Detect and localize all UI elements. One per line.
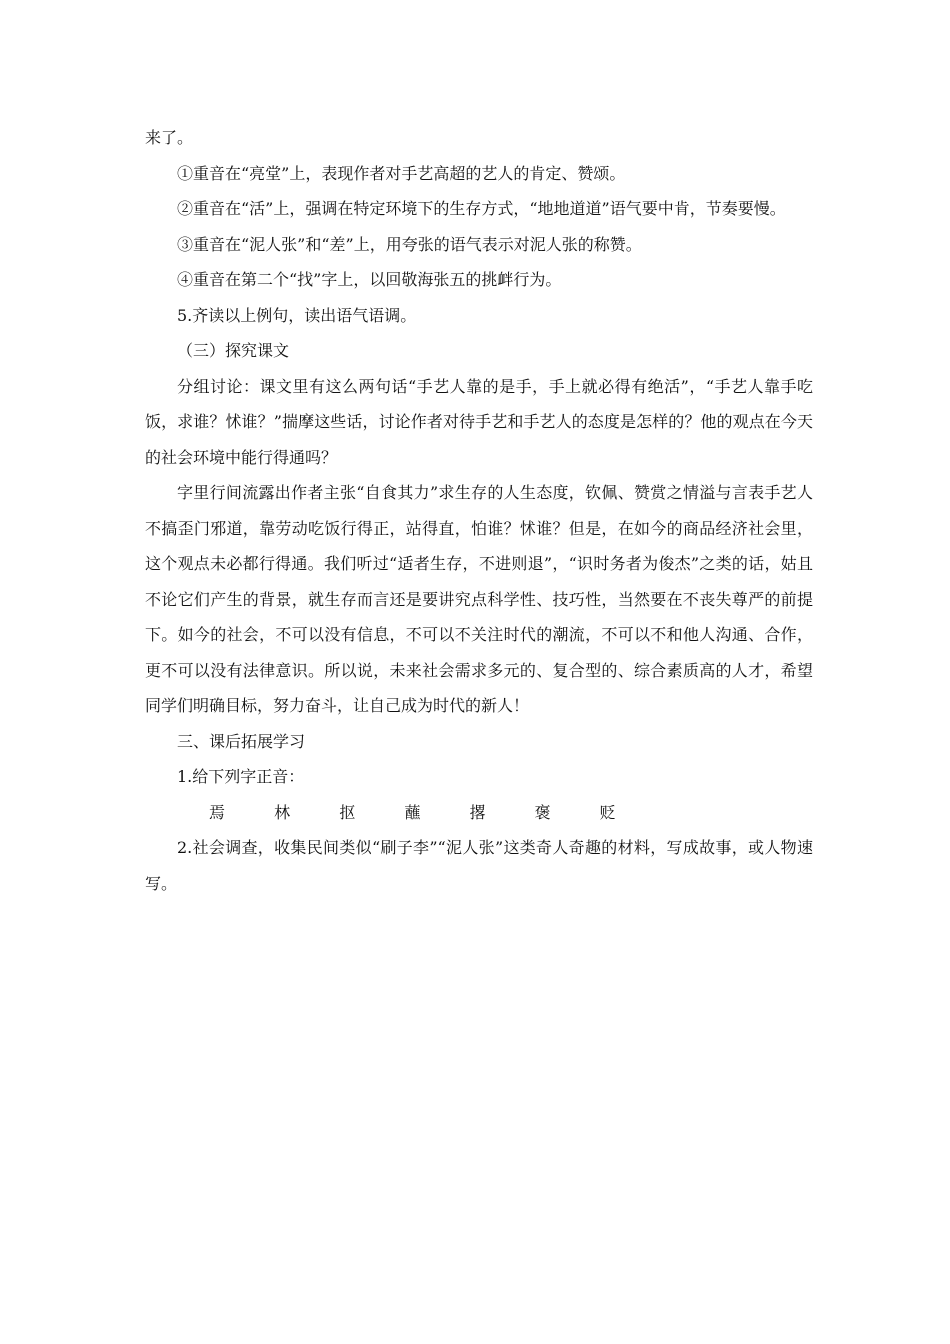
paragraph-stress-3: ③重音在“泥人张”和“差”上，用夸张的语气表示对泥人张的称赞。 bbox=[177, 234, 642, 254]
character-item: 褒 bbox=[534, 802, 551, 822]
paragraph-stress-1: ①重音在“亮堂”上，表现作者对手艺高超的艺人的肯定、赞颂。 bbox=[177, 163, 626, 183]
paragraph-stress-2: ②重音在“活”上，强调在特定环境下的生存方式，“地地道道”语气要中肯，节奏要慢。 bbox=[177, 199, 786, 218]
character-item: 焉 bbox=[209, 802, 226, 822]
character-item: 林 bbox=[274, 802, 291, 822]
character-list bbox=[145, 795, 813, 831]
section-heading-explore: （三）探究课文 bbox=[177, 341, 290, 360]
character-item: 蘸 bbox=[404, 802, 421, 822]
character-item: 抠 bbox=[339, 802, 356, 822]
paragraph-discussion: 分组讨论：课文里有这么两句话“手艺人靠的是手，手上就必得有绝活”，“手艺人靠手吃饭，求谁？怵谁？”揣摩这些话，讨论作者对待手艺和手艺人的态度是怎样的？他的观点在今天的社会环境中能行得通吗？ bbox=[145, 376, 813, 467]
character-item: 撂 bbox=[469, 802, 486, 822]
paragraph-continuation: 来了。 bbox=[145, 128, 194, 147]
document-body bbox=[145, 120, 813, 901]
section-heading-extension: 三、课后拓展学习 bbox=[177, 731, 306, 751]
character-item: 贬 bbox=[599, 802, 616, 822]
paragraph-stress-4: ④重音在第二个“找”字上，以回敬海张五的挑衅行为。 bbox=[177, 270, 562, 289]
exercise-pronunciation: 1.给下列字正音： bbox=[177, 767, 305, 786]
paragraph-answer: 字里行间流露出作者主张“自食其力”求生存的人生态度，钦佩、赞赏之情溢与言表手艺人不搞歪门邪道，靠劳动吃饭行得正，站得直，怕谁？怵谁？但是，在如今的商品经济社会里，这个观点未必都行得通。我们听过“适者生存，不进则退”，“识时务者为俊杰”之类的话，姑且不论它们产生的背景，就生存而言还是要讲究点科学性、技巧性，当然要在不丧失尊严的前提下。如今的社会，不可以没有信息，不可以不关注时代的潮流，不可以不和他人沟通、合作，更不可以没有法律意识。所以说，未来社会需求多元的、复合型的、综合素质高的人才，希望同学们明确目标，努力奋斗，让自己成为时代的新人！ bbox=[145, 483, 813, 715]
paragraph-read-aloud: 5.齐读以上例句，读出语气语调。 bbox=[177, 305, 417, 325]
exercise-social-survey: 2.社会调查，收集民间类似“刷子李”“泥人张”这类奇人奇趣的材料，写成故事，或人物速写。 bbox=[145, 838, 813, 893]
